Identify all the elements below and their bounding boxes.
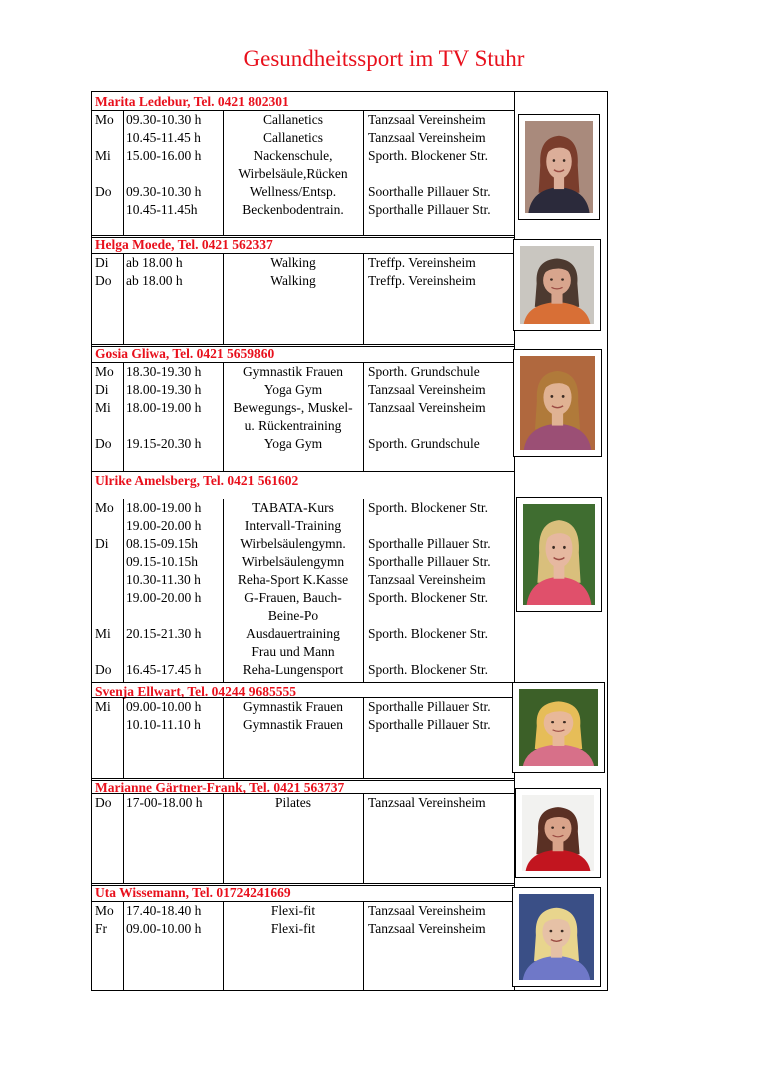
time-cell: 17-00-18.00 h — [126, 795, 203, 810]
instructor-photo — [516, 497, 602, 612]
time-cell: 17.40-18.40 h — [126, 903, 202, 918]
venue-cell: Soorthalle Pillauer Str. — [368, 183, 491, 199]
course-cell: Walking — [270, 255, 316, 270]
venue-cell: Sporth. Grundschule — [368, 364, 480, 379]
schedule-row — [92, 661, 514, 679]
venue-cell: Sporth. Grundschule — [368, 436, 480, 451]
venue-cell: Sporthalle Pillauer Str. — [368, 536, 491, 551]
schedule-row — [92, 625, 514, 643]
instructor-photo — [512, 682, 605, 773]
instructor-header: Svenja Ellwart, Tel. 04244 9685555 — [95, 684, 297, 699]
time-cell: 10.30-11.30 h — [126, 572, 201, 587]
venue-cell: Tanzsaal Vereinsheim — [368, 795, 486, 810]
schedule-row — [92, 272, 514, 290]
course-cell: Yoga Gym — [263, 436, 323, 451]
time-cell: 15.00-16.00 h — [126, 147, 202, 163]
venue-cell: Tanzsaal Vereinsheim — [368, 903, 486, 918]
time-cell: 09.15-10.15h — [126, 554, 198, 569]
instructor-header: Marianne Gärtner-Frank, Tel. 0421 563737 — [95, 780, 345, 795]
schedule-row — [92, 111, 514, 129]
time-cell: 19.00-20.00 h — [126, 518, 202, 533]
day-cell: Di — [95, 255, 109, 270]
time-cell: 19.00-20.00 h — [126, 590, 202, 605]
course-cell: Wellness/Entsp. — [249, 183, 337, 199]
schedule-row — [92, 794, 514, 812]
day-cell: Mi — [95, 699, 111, 714]
venue-cell: Tanzsaal Vereinsheim — [368, 921, 486, 936]
course-cell: Wirbelsäule,Rücken — [238, 165, 348, 181]
instructor-photo — [513, 349, 602, 457]
day-cell: Do — [95, 795, 112, 810]
instructor-header: Uta Wissemann, Tel. 01724241669 — [95, 885, 291, 900]
instructor-header: Marita Ledebur, Tel. 0421 802301 — [95, 94, 289, 109]
course-cell: Flexi-fit — [270, 903, 316, 918]
time-cell: 10.45-11.45h — [126, 201, 198, 217]
day-cell: Mo — [95, 903, 114, 918]
day-cell: Fr — [95, 921, 108, 936]
venue-cell: Sporth. Blockener Str. — [368, 626, 488, 641]
course-cell: Beckenbodentrain. — [242, 201, 344, 217]
time-cell: 10.10-11.10 h — [126, 717, 201, 732]
instructor-header: Ulrike Amelsberg, Tel. 0421 561602 — [95, 473, 299, 488]
day-cell: Di — [95, 536, 109, 551]
instructor-header: Gosia Gliwa, Tel. 0421 5659860 — [95, 346, 275, 361]
course-cell: Walking — [270, 273, 316, 288]
day-cell: Di — [95, 382, 109, 397]
course-cell: Gymnastik Frauen — [242, 364, 344, 379]
course-cell: G-Frauen, Bauch- — [244, 590, 342, 605]
venue-cell: Sporth. Blockener Str. — [368, 590, 488, 605]
course-cell: Bewegungs-, Muskel- — [233, 400, 353, 415]
schedule-table — [91, 91, 608, 991]
venue-cell: Tanzsaal Vereinsheim — [368, 572, 486, 587]
time-cell: 19.15-20.30 h — [126, 436, 202, 451]
course-cell: Gymnastik Frauen — [242, 699, 344, 714]
time-cell: 16.45-17.45 h — [126, 662, 202, 677]
venue-cell: Tanzsaal Vereinsheim — [368, 382, 486, 397]
schedule-row — [92, 589, 514, 607]
schedule-row — [92, 535, 514, 553]
venue-cell: Sporth. Blockener Str. — [368, 500, 488, 515]
schedule-row — [92, 254, 514, 272]
course-cell: Yoga Gym — [263, 382, 323, 397]
course-cell: Ausdauertraining — [246, 626, 340, 641]
day-cell: Mo — [95, 364, 114, 379]
page-title: Gesundheitssport im TV Stuhr — [243, 46, 525, 71]
schedule-row — [92, 920, 514, 938]
time-cell: 18.00-19.00 h — [126, 500, 202, 515]
time-cell: 20.15-21.30 h — [126, 626, 202, 641]
schedule-row — [92, 417, 514, 435]
schedule-row — [92, 643, 514, 661]
time-cell: ab 18.00 h — [126, 255, 183, 270]
day-cell: Do — [95, 662, 112, 677]
instructor-photo — [515, 788, 601, 878]
schedule-row — [92, 147, 514, 165]
course-cell: Beine-Po — [267, 608, 319, 623]
time-cell: 09.00-10.00 h — [126, 699, 202, 714]
course-cell: Reha-Lungensport — [242, 662, 344, 677]
schedule-row — [92, 499, 514, 517]
schedule-row — [92, 183, 514, 201]
course-cell: Reha-Sport K.Kasse — [237, 572, 349, 587]
venue-cell: Tanzsaal Vereinsheim — [368, 129, 486, 145]
schedule-row — [92, 553, 514, 571]
venue-cell: Treffp. Vereinsheim — [368, 255, 476, 270]
schedule-row — [92, 902, 514, 920]
instructor-photo — [513, 239, 601, 331]
schedule-row — [92, 435, 514, 453]
schedule-row — [92, 129, 514, 147]
schedule-row — [92, 698, 514, 716]
course-cell: u. Rückentraining — [244, 418, 342, 433]
time-cell: ab 18.00 h — [126, 273, 183, 288]
schedule-row — [92, 571, 514, 589]
course-cell: Wirbelsäulengymn — [241, 554, 345, 569]
time-cell: 10.45-11.45 h — [126, 129, 201, 145]
schedule-row — [92, 165, 514, 183]
schedule-row — [92, 607, 514, 625]
instructor-photo — [512, 887, 601, 987]
instructor-photo — [518, 114, 600, 220]
course-cell: TABATA-Kurs — [252, 500, 334, 515]
venue-cell: Sporthalle Pillauer Str. — [368, 554, 491, 569]
venue-cell: Tanzsaal Vereinsheim — [368, 400, 486, 415]
schedule-row — [92, 381, 514, 399]
instructor-header: Helga Moede, Tel. 0421 562337 — [95, 237, 273, 252]
day-cell: Mi — [95, 626, 111, 641]
course-cell: Gymnastik Frauen — [242, 717, 344, 732]
schedule-row — [92, 517, 514, 535]
course-cell: Wirbelsäulengymn. — [240, 536, 346, 551]
venue-cell: Sporth. Blockener Str. — [368, 147, 488, 163]
time-cell: 18.00-19.00 h — [126, 400, 202, 415]
day-cell: Mo — [95, 112, 114, 127]
course-cell: Callanetics — [263, 112, 323, 127]
time-cell: 09.00-10.00 h — [126, 921, 202, 936]
day-cell: Do — [95, 183, 112, 199]
venue-cell: Sporthalle Pillauer Str. — [368, 201, 491, 217]
day-cell: Do — [95, 436, 112, 451]
venue-cell: Tanzsaal Vereinsheim — [368, 112, 486, 127]
schedule-row — [92, 399, 514, 417]
course-cell: Flexi-fit — [270, 921, 316, 936]
time-cell: 08.15-09.15h — [126, 536, 198, 551]
time-cell: 18.00-19.30 h — [126, 382, 202, 397]
venue-cell: Sporth. Blockener Str. — [368, 662, 488, 677]
day-cell: Do — [95, 273, 112, 288]
course-cell: Callanetics — [263, 129, 323, 145]
course-cell: Frau und Mann — [251, 644, 335, 659]
day-cell: Mo — [95, 500, 114, 515]
venue-cell: Treffp. Vereinsheim — [368, 273, 476, 288]
schedule-row — [92, 363, 514, 381]
time-cell: 09.30-10.30 h — [126, 183, 202, 199]
venue-cell: Sporthalle Pillauer Str. — [368, 717, 491, 732]
day-cell: Mi — [95, 147, 111, 163]
course-cell: Intervall-Training — [244, 518, 342, 533]
time-cell: 18.30-19.30 h — [126, 364, 202, 379]
schedule-row — [92, 716, 514, 734]
day-cell: Mi — [95, 400, 111, 415]
schedule-row — [92, 201, 514, 219]
course-cell: Pilates — [275, 795, 311, 810]
course-cell: Nackenschule, — [253, 147, 333, 163]
venue-cell: Sporthalle Pillauer Str. — [368, 699, 491, 714]
time-cell: 09.30-10.30 h — [126, 112, 202, 127]
